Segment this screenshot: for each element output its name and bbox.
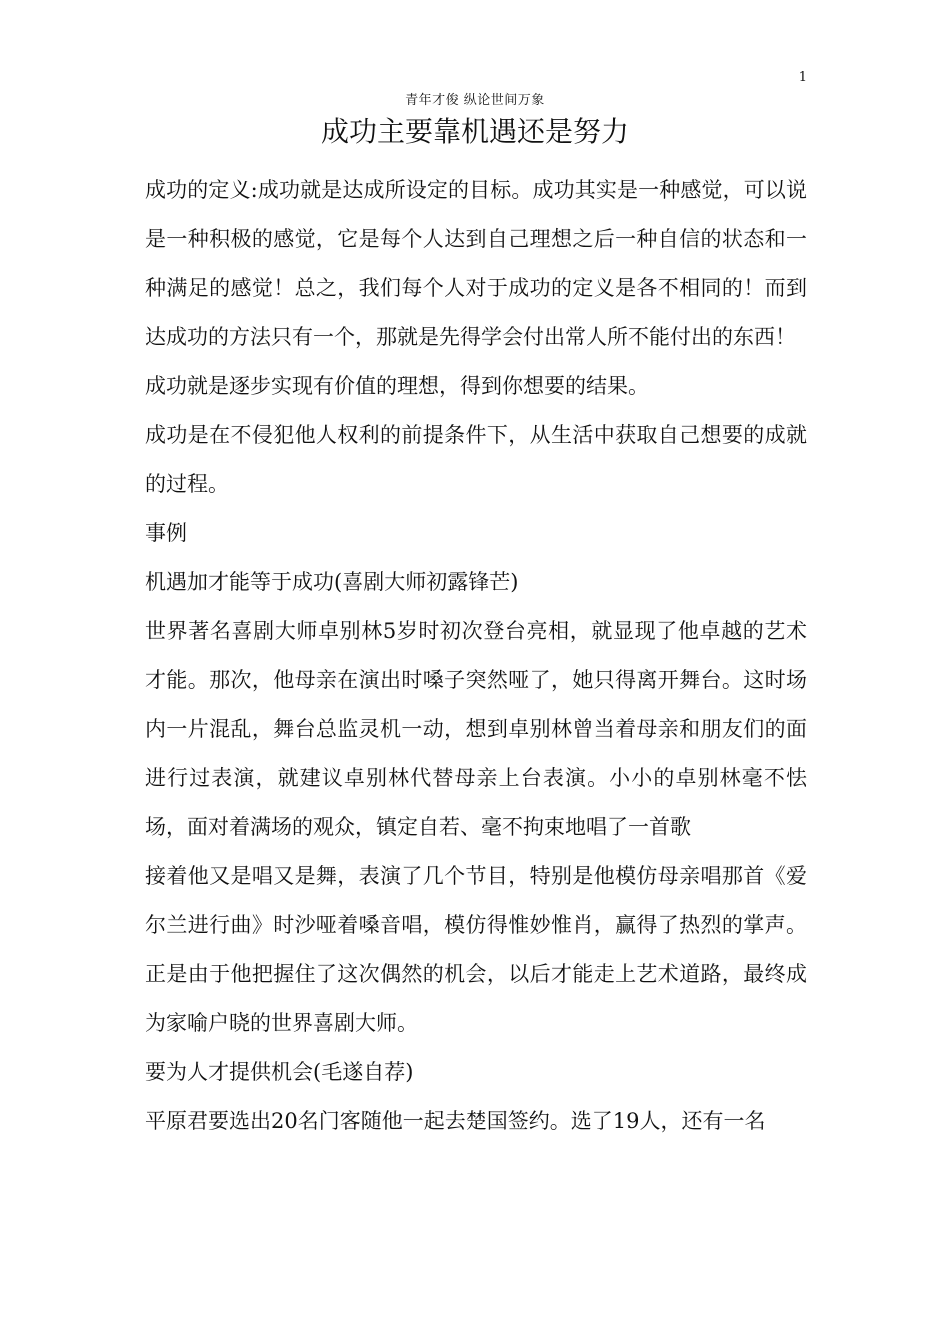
document-title: 成功主要靠机遇还是努力 xyxy=(320,115,629,148)
running-header: 青年才俊 纵论世间万象 xyxy=(405,93,545,108)
example-heading-maosui: 要为人才提供机会(毛遂自荐) xyxy=(145,1060,414,1084)
example-heading-chaplin: 机遇加才能等于成功(喜剧大师初露锋芒) xyxy=(145,570,519,594)
paragraph-definition-2: 成功就是逐步实现有价值的理想，得到你想要的结果。 xyxy=(145,374,649,398)
paragraph-definition-3: 成功是在不侵犯他人权利的前提条件下，从生活中获取自己想要的成就的过程。 xyxy=(145,423,807,496)
paragraph-chaplin-1: 世界著名喜剧大师卓别林5岁时初次登台亮相，就显现了他卓越的艺术才能。那次，他母亲在演出时嗓子突然哑了，她只得离开舞台。这时场内一片混乱，舞台总监灵机一动，想到卓别林曾当着母亲和朋友们的面进行过表演，就建议卓别林代替母亲上台表演。小小的卓别林毫不怯场，面对着满场的观众，镇定自若、毫不拘束地唱了一首歌 xyxy=(145,619,807,839)
page-number: 1 xyxy=(798,70,807,85)
section-heading-examples: 事例 xyxy=(145,521,187,545)
document-body xyxy=(145,166,807,1146)
paragraph-chaplin-2: 接着他又是唱又是舞，表演了几个节目，特别是他模仿母亲唱那首《爱尔兰进行曲》时沙哑着嗓音唱，模仿得惟妙惟肖，赢得了热烈的掌声。正是由于他把握住了这次偶然的机会，以后才能走上艺术道路，最终成为家喻户晓的世界喜剧大师。 xyxy=(145,864,807,1035)
paragraph-definition: 成功的定义:成功就是达成所设定的目标。成功其实是一种感觉，可以说是一种积极的感觉，它是每个人达到自己理想之后一种自信的状态和一种满足的感觉！总之，我们每个人对于成功的定义是各不相同的！而到达成功的方法只有一个，那就是先得学会付出常人所不能付出的东西！ xyxy=(145,178,807,349)
paragraph-maosui: 平原君要选出20名门客随他一起去楚国签约。选了19人，还有一名 xyxy=(145,1109,766,1133)
